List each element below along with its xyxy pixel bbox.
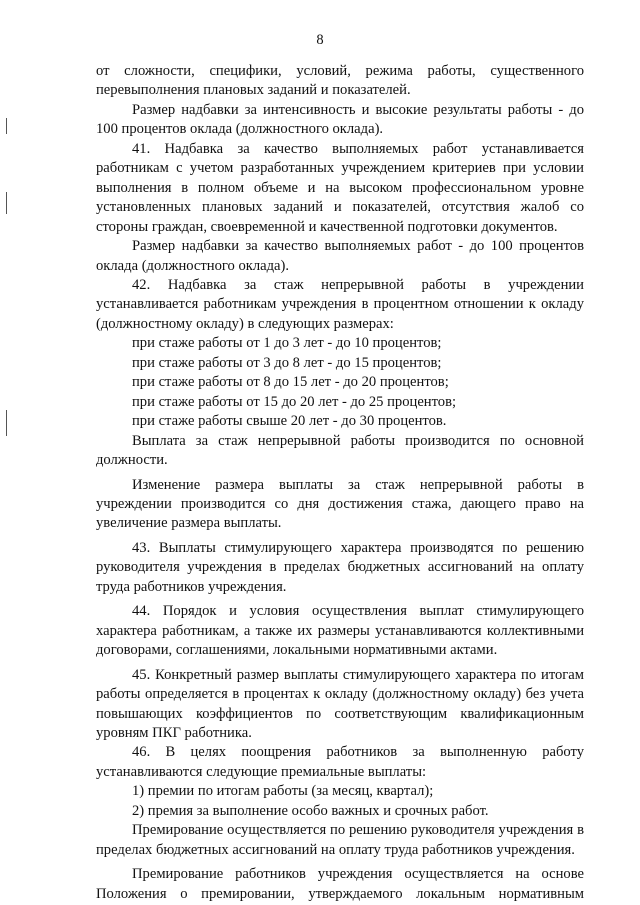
paragraph: 41. Надбавка за качество выполняемых работ устанавливается работникам с учетом разработанных учреждением критериев при условии выполнения в полном объеме и на высоком профессиональном уровне установленных плановых заданий и показателей, отсутствия жалоб со стороны граждан, своевременной и качественной подготовки документов. xyxy=(96,140,584,235)
paragraph: 42. Надбавка за стаж непрерывной работы в учреждении устанавливается работникам учреждения в процентном отношении к окладу (должностному окладу) в следующих размерах: xyxy=(96,276,584,332)
margin-mark xyxy=(6,410,7,436)
paragraph: 45. Конкретный размер выплаты стимулирующего характера по итогам работы определяется в процентах к окладу (должностному окладу) без учета повышающих коэффициентов по соответствующим квалификационным уровням ПКГ работника. xyxy=(96,666,584,741)
paragraph: от сложности, специфики, условий, режима работы, существенного перевыполнения плановых заданий и показателей. xyxy=(96,63,584,99)
paragraph: 46. В целях поощрения работников за выполненную работу устанавливаются следующие премиальные выплаты: xyxy=(96,744,584,780)
list-item: при стаже работы свыше 20 лет - до 30 процентов. xyxy=(132,413,447,430)
margin-mark xyxy=(6,118,7,134)
paragraph: Выплата за стаж непрерывной работы производится по основной должности. xyxy=(96,432,584,469)
paragraph: 43. Выплаты стимулирующего характера производятся по решению руководителя учреждения в пределах бюджетных ассигнований на оплату труда работников учреждения. xyxy=(96,539,584,595)
paragraph: Премирование осуществляется по решению руководителя учреждения в пределах бюджетных ассигнований на оплату труда работников учреждения. xyxy=(96,822,584,858)
paragraph: Премирование работников учреждения осуществляется на основе Положения о премировании, утверждаемого локальным нормативным xyxy=(96,866,584,902)
margin-mark xyxy=(6,192,7,214)
paragraph: Изменение размера выплаты за стаж непрерывной работы в учреждении производится со дня достижения стажа, дающего право на увеличение размера выплаты. xyxy=(96,476,584,532)
list-item: при стаже работы от 15 до 20 лет - до 25 процентов; xyxy=(132,393,457,410)
page-number: 8 xyxy=(316,32,324,48)
paragraph: Размер надбавки за интенсивность и высокие результаты работы - до 100 процентов оклада (должностного оклада). xyxy=(96,101,584,138)
list-item: 2) премия за выполнение особо важных и срочных работ. xyxy=(132,802,489,819)
paragraph: 44. Порядок и условия осуществления выплат стимулирующего характера работникам, а также их размеры устанавливаются коллективными договорами, соглашениями, локальными нормативными актами. xyxy=(96,603,584,659)
list-item: при стаже работы от 8 до 15 лет - до 20 процентов; xyxy=(132,374,449,391)
list-item: 1) премии по итогам работы (за месяц, квартал); xyxy=(132,783,434,800)
paragraph: Размер надбавки за качество выполняемых работ - до 100 процентов оклада (должностного оклада). xyxy=(96,238,584,274)
list-item: при стаже работы от 3 до 8 лет - до 15 процентов; xyxy=(132,354,442,371)
list-item: при стаже работы от 1 до 3 лет - до 10 процентов; xyxy=(132,335,442,352)
document-body xyxy=(96,62,584,904)
